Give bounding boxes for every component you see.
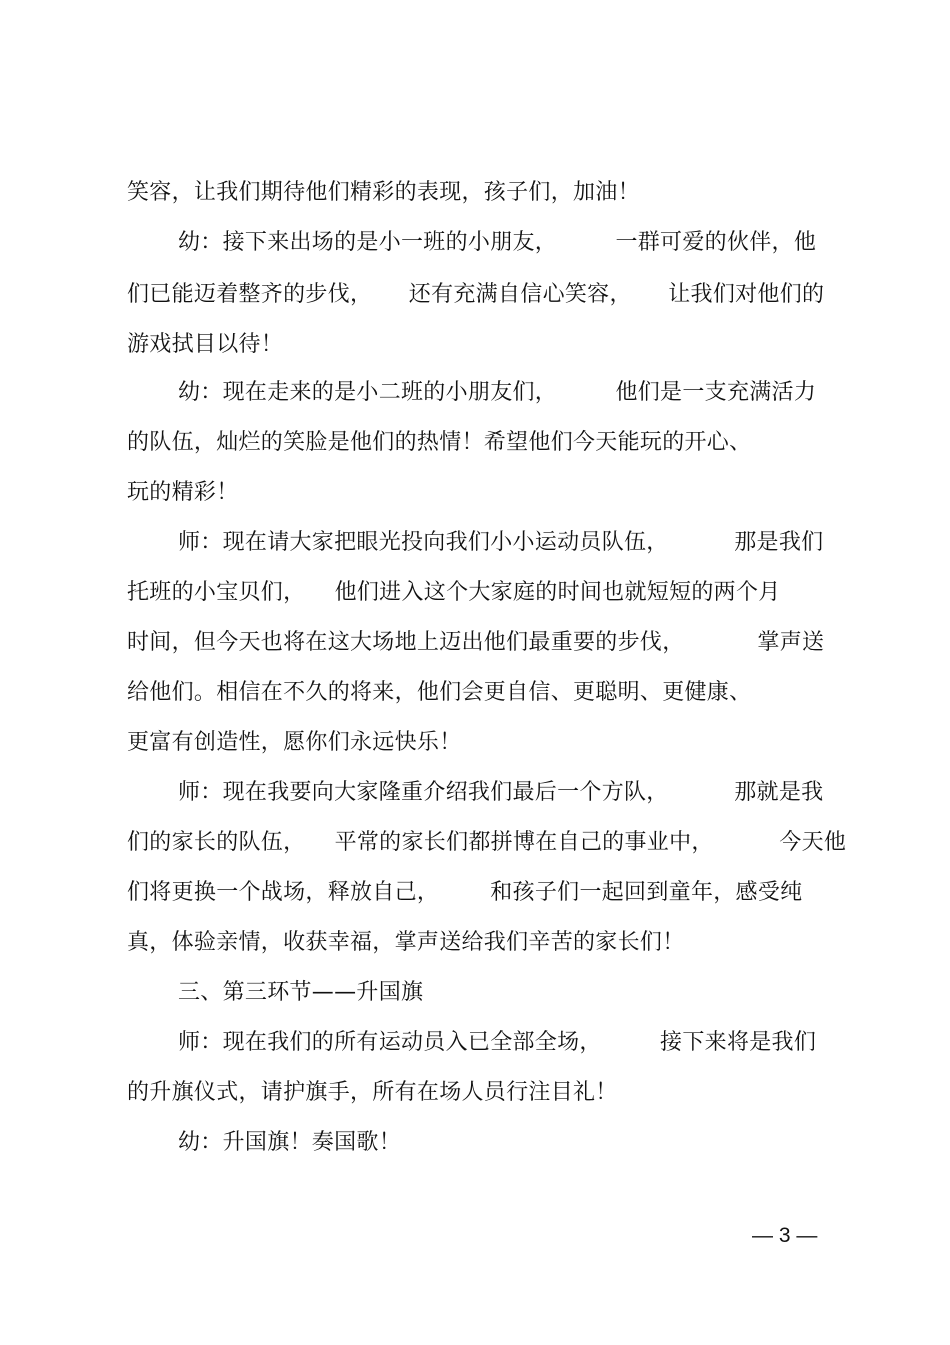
text-line-15: 们将更换一个战场，释放自己， 和孩子们一起回到童年，感受纯 [127, 880, 803, 905]
text-line-1: 笑容，让我们期待他们精彩的表现，孩子们，加油！ [127, 180, 640, 205]
text-line-3: 们已能迈着整齐的步伐， 还有充满自信心笑容， 让我们对他们的 [127, 282, 825, 307]
text-line-20: 幼：升国旗！奏国歌！ [178, 1130, 402, 1155]
section-heading: 三、第三环节——升国旗 [178, 980, 424, 1005]
text-line-8: 师：现在请大家把眼光投向我们小小运动员队伍， 那是我们 [178, 530, 824, 555]
text-line-6: 的队伍，灿烂的笑脸是他们的热情！希望他们今天能玩的开心、 [127, 430, 752, 455]
text-line-5: 幼：现在走来的是小二班的小朋友们， 他们是一支充满活力 [178, 380, 817, 405]
text-line-16: 真，体验亲情，收获幸福，掌声送给我们辛苦的家长们！ [127, 930, 685, 955]
text-line-11: 给他们。相信在不久的将来，他们会更自信、更聪明、更健康、 [127, 680, 752, 705]
text-line-19: 的升旗仪式，请护旗手，所有在场人员行注目礼！ [127, 1080, 618, 1105]
text-line-18: 师：现在我们的所有运动员入已全部全场， 接下来将是我们 [178, 1030, 817, 1055]
text-line-13: 师：现在我要向大家隆重介绍我们最后一个方队， 那就是我 [178, 780, 824, 805]
text-line-12: 更富有创造性，愿你们永远快乐！ [127, 730, 462, 755]
text-line-4: 游戏拭目以待！ [127, 332, 284, 357]
text-line-10: 时间，但今天也将在这大场地上迈出他们最重要的步伐， 掌声送 [127, 630, 825, 655]
text-line-7: 玩的精彩！ [127, 480, 239, 505]
text-line-9: 托班的小宝贝们， 他们进入这个大家庭的时间也就短短的两个月 [127, 580, 781, 605]
text-line-2: 幼：接下来出场的是小一班的小朋友， 一群可爱的伙伴，他 [178, 230, 817, 255]
page-number: — 3 — [752, 1224, 818, 1247]
text-line-14: 们的家长的队伍， 平常的家长们都拼博在自己的事业中， 今天他 [127, 830, 847, 855]
